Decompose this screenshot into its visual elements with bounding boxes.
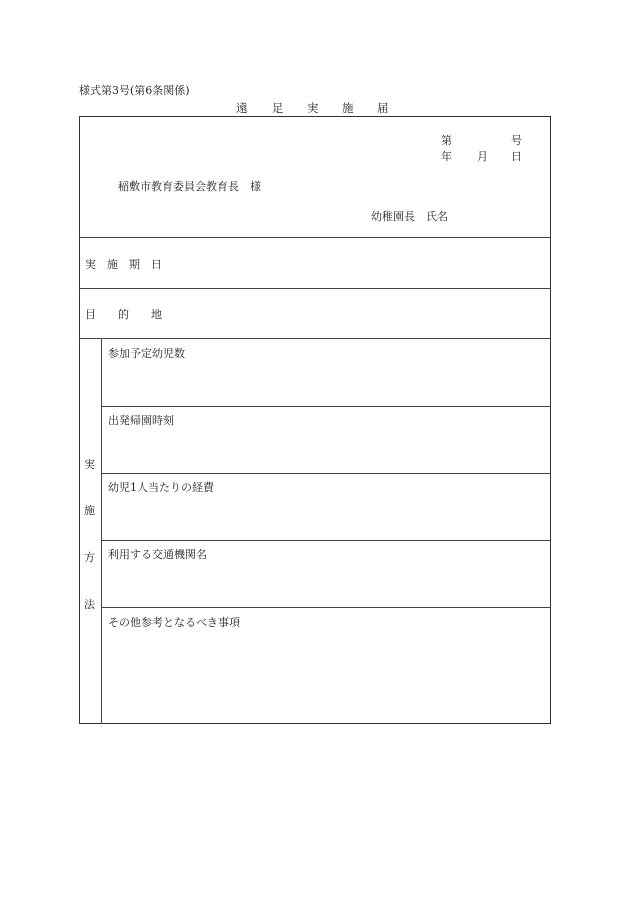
title-char: 届 (377, 101, 389, 115)
form-number-label: 様式第3号(第6条関係) (79, 84, 190, 97)
title-char: 施 (342, 101, 354, 115)
title-char: 足 (272, 101, 284, 115)
row-divider (101, 540, 551, 541)
row-divider (79, 338, 551, 339)
method-label-char: 施 (84, 504, 95, 517)
item-departure-return-time: 出発帰園時刻 (108, 414, 174, 427)
item-cost-per-child: 幼児1人当たりの経費 (108, 481, 214, 494)
method-label-char: 法 (84, 598, 95, 611)
column-divider (101, 338, 102, 724)
item-participants: 参加予定幼児数 (108, 347, 185, 360)
number-prefix: 第 (441, 134, 452, 147)
row-divider (101, 607, 551, 608)
method-label-char: 実 (84, 458, 95, 471)
method-label-char: 方 (84, 551, 95, 564)
item-transport: 利用する交通機関名 (108, 548, 207, 561)
addressee: 稲敷市教育委員会教育長 様 (118, 180, 261, 193)
title-char: 実 (307, 101, 319, 115)
sender-name-label: 幼稚園長 氏名 (371, 210, 448, 223)
date-year: 年 (441, 150, 452, 163)
item-other-notes: その他参考となるべき事項 (108, 616, 240, 629)
row-divider (79, 237, 551, 238)
number-suffix: 号 (511, 134, 522, 147)
row-divider (101, 406, 551, 407)
row-divider (101, 473, 551, 474)
title-char: 遠 (236, 101, 248, 115)
row-divider (79, 288, 551, 289)
date-day: 日 (511, 150, 522, 163)
date-month: 月 (477, 150, 488, 163)
destination-label: 目 的 地 (85, 308, 162, 321)
implementation-date-label: 実 施 期 日 (85, 258, 162, 271)
